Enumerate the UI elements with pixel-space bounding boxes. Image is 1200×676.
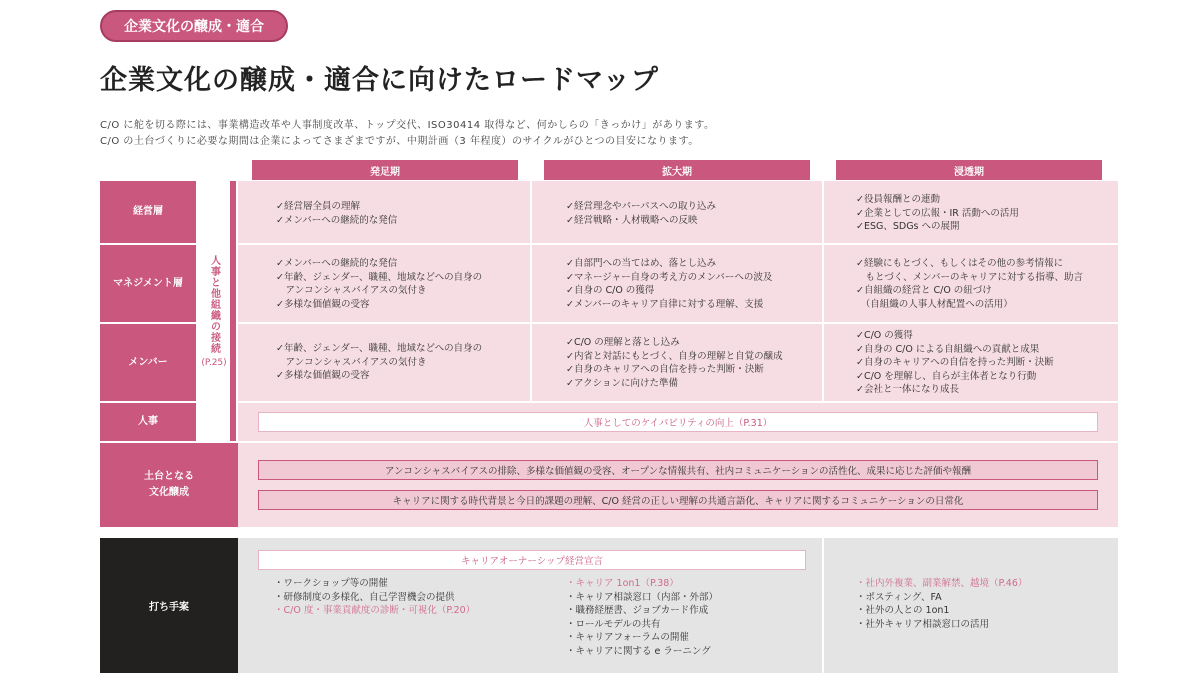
row-divider bbox=[238, 322, 1118, 324]
cell-member-1: ✓年齢、ジェンダー、職種、地域などへの自身の アンコンシャスバイアスの気付き ✓多様な価値観の受容 bbox=[276, 343, 483, 381]
phase-header-3: 浸透期 bbox=[836, 160, 1102, 180]
cell-member-2: ✓C/O の理解と落とし込み ✓内省と対話にもとづく、自身の理解と自覚の醸成 ✓自身のキャリアへの自信を持った判断・決断 ✓アクションに向けた準備 bbox=[566, 337, 783, 389]
row-divider bbox=[238, 401, 1118, 403]
culture-bar-2: キャリアに関する時代背景と今日的課題の理解、C/O 経営の正しい理解の共通言語化、キャリアに関するコミュニケーションの日常化 bbox=[258, 490, 1098, 510]
row-header-measures: 打ち手案 bbox=[100, 538, 238, 673]
cell-keiei-3: ✓役員報酬との連動 ✓企業としての広報・IR 活動への活用 ✓ESG、SDGs への展開 bbox=[856, 194, 1019, 232]
row-header-dodai: 土台となる 文化醸成 bbox=[100, 443, 238, 527]
cell-management-3: ✓経験にもとづく、もしくはその他の参考情報に もとづく、メンバーのキャリアに対する指導、助言 ✓自組織の経営と C/O の紐づけ （自組織の人事人材配置への活用） bbox=[856, 258, 1083, 310]
cell-keiei-2: ✓経営理念やパーパスへの取り込み ✓経営戦略・人材戦略への反映 bbox=[566, 201, 716, 226]
row-header-jinji: 人事 bbox=[100, 403, 196, 441]
row-divider bbox=[238, 441, 1118, 443]
column-divider bbox=[530, 181, 532, 401]
cell-measures-1: ・ワークショップ等の開催 ・研修制度の多様化、自己学習機会の提供 ・C/O 度・事業貢献度の診断・可視化（P.20） bbox=[274, 578, 476, 616]
cell-management-2: ✓自部門への当てはめ、落とし込み ✓マネージャー自身の考え方のメンバーへの波及 ✓自身の C/O の獲得 ✓メンバーのキャリア自律に対する理解、支援 bbox=[566, 258, 773, 310]
side-label-vertical: 人事と他組織の接続 bbox=[208, 254, 220, 354]
row-header-keiei: 経営層 bbox=[100, 181, 196, 243]
jinji-capability-bar: 人事としてのケイパビリティの向上（P.31） bbox=[258, 412, 1098, 432]
cell-measures-2: ・キャリア 1on1（P.38） ・キャリア相談窓口（内部・外部） ・職務経歴書、ジョブカード作成 ・ロールモデルの共有 ・キャリアフォーラムの開催 ・キャリアに関する e ラーニング bbox=[566, 578, 719, 657]
side-accent-strip bbox=[230, 181, 236, 441]
row-header-management: マネジメント層 bbox=[100, 245, 196, 322]
intro-line-1: C/O に舵を切る際には、事業構造改革や人事制度改革、トップ交代、ISO30414 取得など、何かしらの「きっかけ」があります。 bbox=[100, 120, 715, 131]
page-title: 企業文化の醸成・適合に向けたロードマップ bbox=[100, 65, 659, 96]
row-divider bbox=[238, 243, 1118, 245]
phase-header-2: 拡大期 bbox=[544, 160, 810, 180]
intro-line-2: C/O の土台づくりに必要な期間は企業によってさまざまですが、中期計画（3 年程度）のサイクルがひとつの目安になります。 bbox=[100, 136, 699, 147]
column-divider bbox=[822, 538, 824, 673]
cell-member-3: ✓C/O の獲得 ✓自身の C/O による自組織への貢献と成果 ✓自身のキャリアへの自信を持った判断・決断 ✓C/O を理解し、自らが主体者となり行動 ✓会社と一体になり成長 bbox=[856, 330, 1054, 395]
cell-measures-3: ・社内外複業、副業解禁、越境（P.46） ・ポスティング、FA ・社外の人との 1on1 ・社外キャリア相談窓口の活用 bbox=[856, 578, 1028, 630]
culture-bar-1: アンコンシャスバイアスの排除、多様な価値観の受容、オープンな情報共有、社内コミュニケーションの活性化、成果に応じた評価や報酬 bbox=[258, 460, 1098, 480]
cell-keiei-1: ✓経営層全員の理解 ✓メンバーへの継続的な発信 bbox=[276, 201, 398, 226]
cell-management-1: ✓メンバーへの継続的な発信 ✓年齢、ジェンダー、職種、地域などへの自身の アンコンシャスバイアスの気付き ✓多様な価値観の受容 bbox=[276, 258, 483, 310]
side-label-ref: (P.25) bbox=[201, 357, 227, 368]
section-pill: 企業文化の醸成・適合 bbox=[100, 10, 288, 42]
side-label bbox=[196, 181, 232, 441]
row-header-member: メンバー bbox=[100, 324, 196, 401]
ownership-declaration-bar: キャリアオーナーシップ経営宣言 bbox=[258, 550, 806, 570]
column-divider bbox=[822, 181, 824, 401]
phase-header-1: 発足期 bbox=[252, 160, 518, 180]
